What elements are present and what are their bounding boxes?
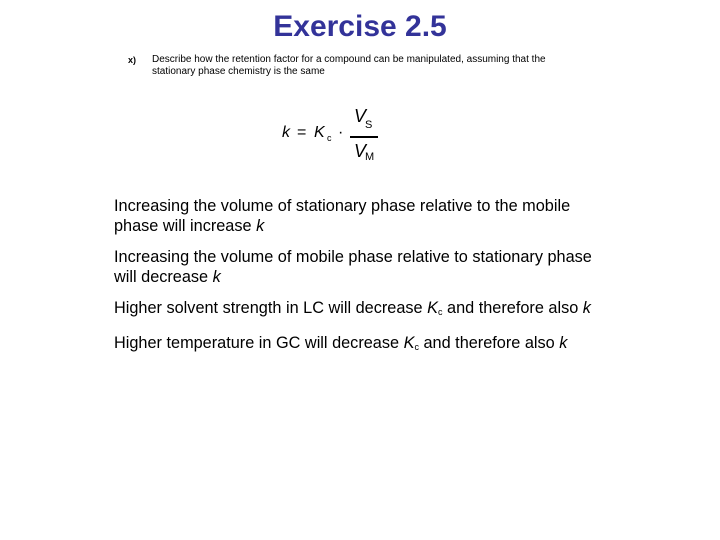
answer-points xyxy=(114,196,614,368)
denominator-subscript: M xyxy=(365,151,375,163)
denominator-V: V xyxy=(354,141,367,161)
point-text-post: and therefore also xyxy=(442,299,583,317)
point-K: K xyxy=(403,334,415,352)
numerator-V: V xyxy=(354,106,367,126)
point-text: Increasing the volume of stationary phase relative to the mobile phase will increase xyxy=(114,197,571,235)
point-K-subscript: c xyxy=(438,307,443,317)
equation-dot: · xyxy=(338,124,344,141)
point-var: k xyxy=(582,299,591,317)
point-var: k xyxy=(559,334,568,352)
answer-point xyxy=(114,247,614,287)
point-var: k xyxy=(256,217,265,235)
equation-K: K xyxy=(314,124,325,141)
point-K: K xyxy=(427,299,438,317)
equation-equals: = xyxy=(297,124,307,141)
numerator-subscript: S xyxy=(365,119,373,131)
slide-title: Exercise 2.5 xyxy=(273,10,447,43)
equation-K-subscript: c xyxy=(327,133,332,143)
point-K-subscript: c xyxy=(414,342,419,352)
fraction-bar xyxy=(350,136,378,138)
point-var: k xyxy=(212,268,221,286)
answer-point xyxy=(114,298,614,322)
point-text: Increasing the volume of mobile phase relative to stationary phase will decrease xyxy=(114,248,592,286)
point-text: Higher solvent strength in LC will decrease xyxy=(114,299,428,317)
answer-point xyxy=(114,333,614,357)
point-text: Higher temperature in GC will decrease xyxy=(114,334,404,352)
equation-k: k xyxy=(282,124,290,141)
question-number: x) xyxy=(128,55,137,65)
point-text-post: and therefore also xyxy=(418,334,560,352)
question-text: Describe how the retention factor for a compound can be manipulated, assuming that the stationary phase chemistry is the same xyxy=(152,54,546,77)
answer-point xyxy=(114,196,614,236)
